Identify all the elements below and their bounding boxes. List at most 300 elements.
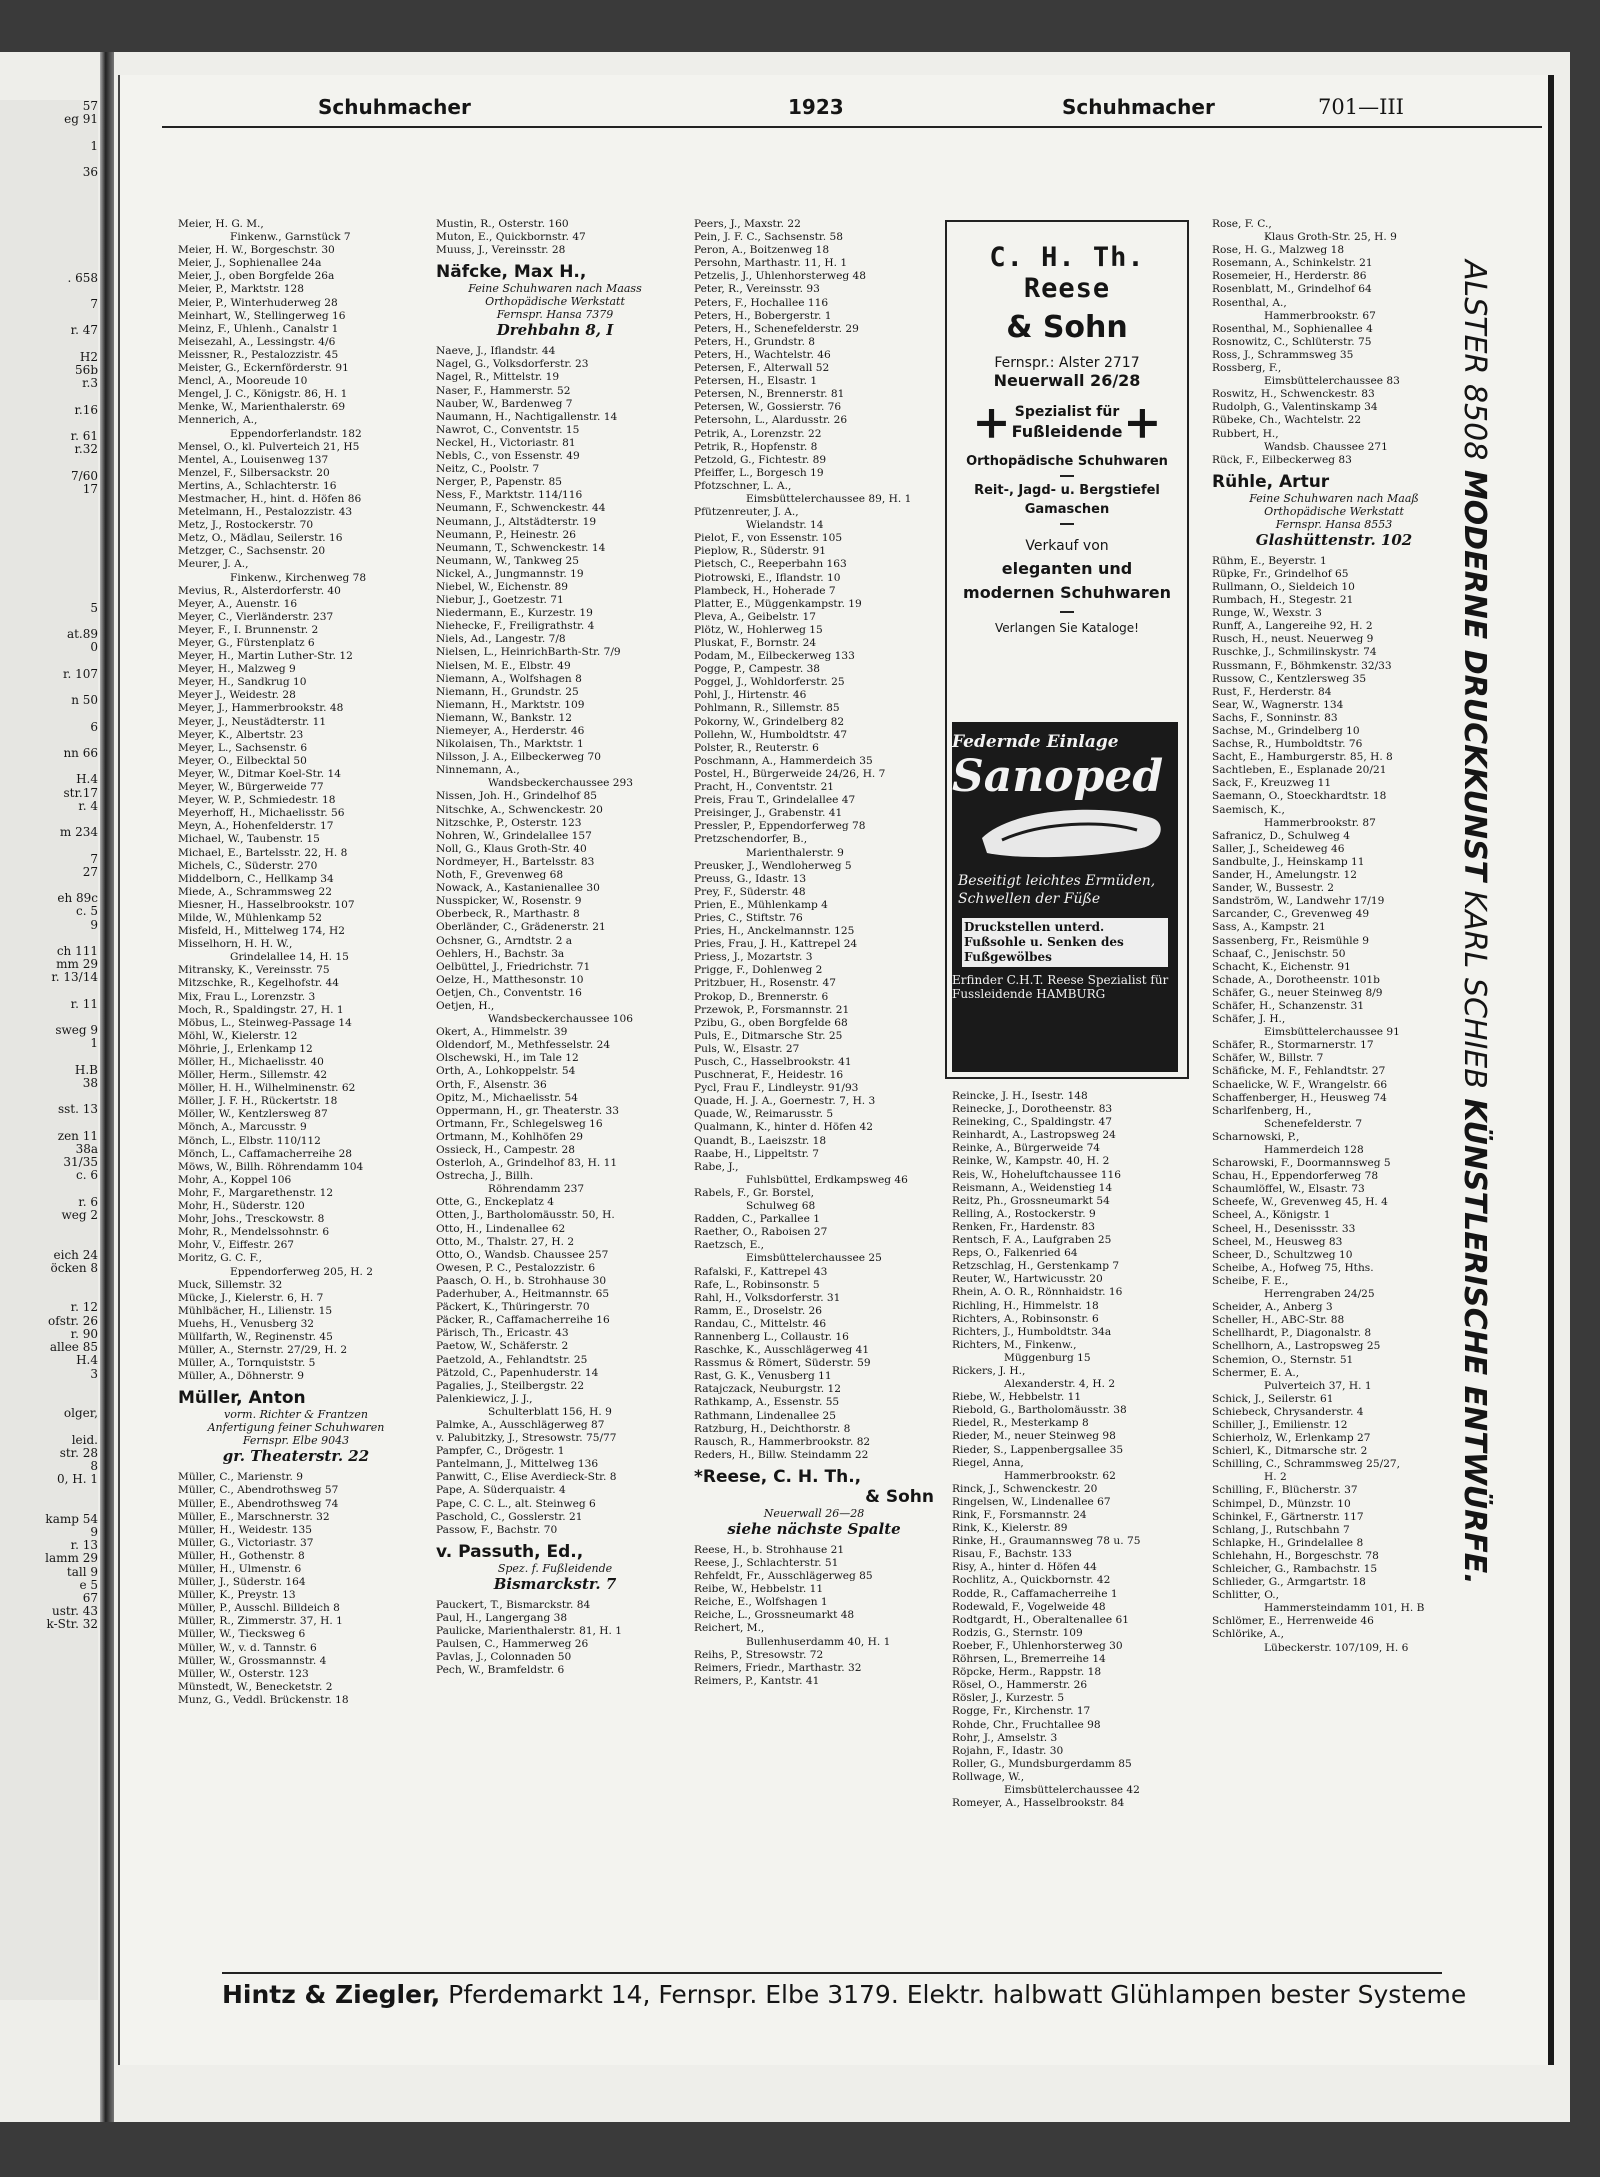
list-item: Sachtleben, E., Esplanade 20/21 xyxy=(1212,764,1387,777)
list-item: Neitz, C., Poolstr. 7 xyxy=(436,463,540,476)
list-item: Pressler, P., Eppendorferweg 78 xyxy=(694,820,866,833)
list-item: Meyer, H., Sandkrug 10 xyxy=(178,676,307,689)
left-page-text: sst. 13 xyxy=(57,1102,98,1117)
list-item: Otto, H., Lindenallee 62 xyxy=(436,1222,566,1235)
vertical-advert xyxy=(1458,260,1498,1920)
list-item: Petzold, G., Fichtestr. 89 xyxy=(694,453,827,466)
list-item: Schlieder, G., Armgartstr. 18 xyxy=(1212,1576,1366,1589)
list-item: Risau, F., Bachstr. 133 xyxy=(952,1548,1072,1561)
list-item: Preuss, G., Idastr. 13 xyxy=(694,872,807,885)
list-item: Rathkamp, A., Essenstr. 55 xyxy=(694,1396,840,1409)
left-page-text xyxy=(0,523,98,536)
list-item: Preis, Frau T., Grindelallee 47 xyxy=(694,794,856,807)
advert-line: Orthopädische Werkstatt xyxy=(485,295,625,309)
reese-phone: Fernspr.: Alster 2717 xyxy=(994,355,1140,371)
list-item: Rausch, R., Hammerbrookstr. 82 xyxy=(694,1435,871,1448)
list-item: Niels, Ad., Langestr. 7/8 xyxy=(436,633,566,646)
list-item: Pogge, P., Campestr. 38 xyxy=(694,663,821,676)
left-page-text: n 50 xyxy=(71,693,98,708)
advert-line: Feine Schuhwaren nach Maaß xyxy=(1249,491,1419,505)
list-item: Menke, W., Marienthalerstr. 69 xyxy=(178,401,346,414)
divider xyxy=(1060,611,1074,613)
list-item: Russmann, F., Böhmkenstr. 32/33 xyxy=(1212,659,1392,672)
advert-line: siehe nächste Spalte xyxy=(727,1519,901,1538)
header-right: Schuhmacher xyxy=(1062,95,1215,119)
list-item: Hammerbrookstr. 62 xyxy=(1004,1469,1116,1482)
list-item: Meyer, H., Malzweg 9 xyxy=(178,663,296,676)
list-item: Sear, W., Wagnerstr. 134 xyxy=(1212,698,1344,711)
list-item: Rink, F., Forsmannstr. 24 xyxy=(952,1509,1087,1521)
list-item: Meyer, J., Neustädterstr. 11 xyxy=(178,715,327,728)
list-item: Peters, H., Wachtelstr. 46 xyxy=(694,348,831,361)
list-item: Nitschke, A., Schwenckestr. 20 xyxy=(436,803,603,816)
list-item: Neumann, P., Heinestr. 26 xyxy=(436,528,576,541)
column-2 xyxy=(436,218,674,1968)
list-item: Schaffenberger, H., Heusweg 74 xyxy=(1212,1091,1387,1104)
list-item: Reihs, P., Stresowstr. 72 xyxy=(694,1648,824,1661)
left-page-text: 7/60 xyxy=(71,468,98,483)
list-item: Eimsbüttelerchaussee 89, H. 1 xyxy=(746,492,912,505)
list-item: v. Palubitzky, J., Stresowstr. 75/77 xyxy=(436,1432,617,1445)
list-item: Hammerbrookstr. 87 xyxy=(1264,816,1376,829)
left-page-text: 38 xyxy=(82,1076,98,1091)
left-page-text: weg 2 xyxy=(61,1208,98,1223)
left-page-text xyxy=(0,985,98,998)
list-item: Otten, J., Bartholomäusstr. 50, H. xyxy=(436,1209,615,1222)
list-item: Rinke, H., Graumannsweg 78 u. 75 xyxy=(952,1535,1141,1548)
list-item: Nielsen, L., HeinrichBarth-Str. 7/9 xyxy=(436,646,621,659)
list-item: Sandström, W., Landwehr 17/19 xyxy=(1212,895,1385,908)
left-page-text xyxy=(0,258,98,271)
list-item: Romeyer, A., Hasselbrookstr. 84 xyxy=(952,1797,1125,1810)
left-page-text: r. 90 xyxy=(70,1326,98,1341)
left-page-text: 56b xyxy=(75,363,98,378)
left-page-text: H.4 xyxy=(76,772,98,787)
book-gutter xyxy=(100,52,114,2122)
list-item: Runff, A., Langereihe 92, H. 2 xyxy=(1212,620,1373,633)
list-item: Muck, Sillemstr. 32 xyxy=(178,1278,283,1291)
list-item: Sachse, R., Humboldtstr. 76 xyxy=(1212,738,1363,751)
list-item: Möller, H. H., Wilhelminenstr. 62 xyxy=(178,1082,356,1095)
left-page-text xyxy=(0,192,98,205)
list-item: Ramm, E., Droselstr. 26 xyxy=(694,1304,823,1317)
list-item: Reineking, C., Spaldingstr. 47 xyxy=(952,1116,1113,1129)
list-item: Metzger, C., Sachsenstr. 20 xyxy=(178,545,326,558)
left-page-fragment xyxy=(0,100,98,2000)
page-header xyxy=(0,95,1600,123)
list-item: Misselhorn, H. H. W., xyxy=(178,938,293,951)
left-page-text xyxy=(0,179,98,192)
list-item: Ross, J., Schrammsweg 35 xyxy=(1212,348,1354,361)
list-item: Scheefe, W., Grevenweg 45, H. 4 xyxy=(1212,1196,1388,1209)
list-item: Reichert, M., xyxy=(694,1622,765,1635)
list-item: Ringelsen, W., Lindenallee 67 xyxy=(952,1495,1111,1508)
list-item: Meyer, H., Martin Luther-Str. 12 xyxy=(178,650,353,663)
left-page-text: at.89 xyxy=(66,627,98,642)
list-item: Müller, W., Tiecksweg 6 xyxy=(178,1628,306,1641)
list-item: Rollwage, W., xyxy=(952,1770,1025,1783)
list-item: Reincke, J. H., Isestr. 148 xyxy=(952,1090,1088,1102)
vertical-name: KARL SCHIEB xyxy=(1457,881,1492,1099)
list-item: Paschold, C., Gosslerstr. 21 xyxy=(436,1510,583,1523)
list-item: Pein, J. F. C., Sachsenstr. 58 xyxy=(694,231,843,244)
list-item: Riebold, G., Bartholomäusstr. 38 xyxy=(952,1404,1127,1417)
list-item: Platter, E., Müggenkampstr. 19 xyxy=(694,597,862,610)
column-5 xyxy=(1212,218,1456,1968)
list-item: Müggenburg 15 xyxy=(1004,1351,1091,1364)
list-item: Panwitt, C., Elise Averdieck-Str. 8 xyxy=(436,1471,617,1484)
advert-name: *Reese, C. H. Th., xyxy=(694,1466,862,1487)
header-year: 1923 xyxy=(788,95,844,119)
list-item: Rullmann, O., Sieldeich 10 xyxy=(1212,580,1355,593)
list-item: Reimers, Friedr., Marthastr. 32 xyxy=(694,1661,862,1674)
left-page-text xyxy=(0,536,98,549)
left-page-text: r. 107 xyxy=(63,666,98,681)
left-page-text: r. 61 xyxy=(70,429,98,444)
list-item: Pracht, H., Conventstr. 21 xyxy=(694,781,835,794)
list-item: Schäfer, H., Schanzenstr. 31 xyxy=(1212,999,1365,1012)
sanoped-line-1: Federnde Einlage xyxy=(952,732,1119,752)
list-item: Metelmann, H., Pestalozzistr. 43 xyxy=(178,506,353,519)
list-item: Russow, C., Kentzlersweg 35 xyxy=(1212,672,1367,685)
left-page-text: r. 12 xyxy=(70,1300,98,1315)
list-item: Orth, A., Lohkoppelstr. 54 xyxy=(436,1065,576,1078)
list-item: Eimsbüttelerchaussee 25 xyxy=(746,1252,882,1265)
list-item: Herrengraben 24/25 xyxy=(1264,1288,1375,1301)
list-item: Müller, W., Grossmannstr. 4 xyxy=(178,1654,327,1667)
reese-street: Neuerwall 26/28 xyxy=(993,371,1141,390)
left-page-text: zen 11 xyxy=(57,1128,98,1143)
list-item: Petrik, R., Hopfenstr. 8 xyxy=(694,440,818,453)
list-item: Palmke, A., Ausschlägerweg 87 xyxy=(436,1418,605,1431)
list-item: Sass, A., Kampstr. 21 xyxy=(1212,921,1326,934)
list-item: Pries, Frau, J. H., Kattrepel 24 xyxy=(694,938,858,951)
list-item: Pagalies, J., Steilbergstr. 22 xyxy=(436,1379,585,1392)
left-page-text: str.17 xyxy=(63,785,98,800)
list-item: Rusch, H., neust. Neuerweg 9 xyxy=(1212,633,1374,646)
list-item: Niedermann, E., Kurzestr. 19 xyxy=(436,607,593,620)
list-item: Roller, G., Mundsburgerdamm 85 xyxy=(952,1757,1132,1770)
list-item: Reps, O., Falkenried 64 xyxy=(952,1247,1078,1260)
list-item: Möhrie, J., Erlenkamp 12 xyxy=(178,1042,313,1055)
list-item: Prigge, F., Dohlenweg 2 xyxy=(694,964,823,977)
list-item: Mohr, V., Eiffestr. 267 xyxy=(178,1239,295,1252)
list-item: Otto, O., Wandsb. Chaussee 257 xyxy=(436,1248,609,1261)
list-item: Scharowski, F., Doormannsweg 5 xyxy=(1212,1157,1391,1170)
vertical-phone: ALSTER 8508 xyxy=(1457,260,1492,470)
column-3 xyxy=(694,218,934,1968)
list-item: Ochsner, G., Arndtstr. 2 a xyxy=(436,934,573,947)
list-item: Pfotzschner, L. A., xyxy=(694,479,792,492)
list-item: Palenkiewicz, J. J., xyxy=(436,1392,533,1405)
list-item: Ossieck, H., Campestr. 28 xyxy=(436,1144,575,1156)
list-item: Niebel, W., Eichenstr. 89 xyxy=(436,580,569,593)
list-item: Ortmann, M., Kohlhöfen 29 xyxy=(436,1130,583,1143)
left-page-text xyxy=(0,575,98,588)
list-item: Meier, J., oben Borgfelde 26a xyxy=(178,270,335,283)
list-item: Meyer, W., Bürgerweide 77 xyxy=(178,781,324,794)
list-item: Metz, O., Mädlau, Seilerstr. 16 xyxy=(178,532,343,545)
list-item: Michels, C., Süderstr. 270 xyxy=(178,859,318,872)
list-item: Mohr, Johs., Tresckowstr. 8 xyxy=(178,1213,325,1226)
list-item: Schau, H., Eppendorferweg 78 xyxy=(1212,1170,1379,1183)
list-item: Pohl, J., Hirtenstr. 46 xyxy=(694,689,807,702)
list-item: Nagel, G., Volksdorferstr. 23 xyxy=(436,358,589,371)
advert-name: v. Passuth, Ed., xyxy=(436,1541,584,1562)
reese-gaiters: Gamaschen xyxy=(1024,502,1110,517)
special-line-2: Fußleidende xyxy=(1011,422,1123,441)
left-page-text: r. 13/14 xyxy=(51,970,98,985)
list-item: Reders, H., Billw. Steindamm 22 xyxy=(694,1448,869,1461)
list-item: Schäfer, R., Stormarnerstr. 17 xyxy=(1212,1039,1374,1052)
list-item: Miesner, H., Hasselbrookstr. 107 xyxy=(178,898,355,911)
list-item: Wielandstr. 14 xyxy=(746,519,824,532)
left-page-text xyxy=(0,219,98,232)
list-item: Naumann, H., Nachtigallenstr. 14 xyxy=(436,410,618,423)
advert-line: Fernspr. Hansa 7379 xyxy=(496,308,614,322)
advert-naefcke xyxy=(436,262,674,339)
list-item: Meier, P., Marktstr. 128 xyxy=(178,283,304,296)
left-page-text: eh 89c xyxy=(57,891,98,906)
list-item: Rassmus & Römert, Süderstr. 59 xyxy=(694,1357,871,1370)
header-left: Schuhmacher xyxy=(318,95,471,119)
advert-ruehle xyxy=(1212,472,1456,549)
list-item: Nielsen, M. E., Elbstr. 49 xyxy=(436,659,571,672)
advert-line: Feine Schuhwaren nach Maass xyxy=(468,282,642,296)
list-item: Klaus Groth-Str. 25, H. 9 xyxy=(1264,231,1397,244)
list-item: Neumann, T., Schwenckestr. 14 xyxy=(436,541,606,554)
list-item: Riedel, R., Mesterkamp 8 xyxy=(952,1417,1089,1430)
left-page-text: 38a xyxy=(75,1142,98,1157)
list-item: Rosenblatt, M., Grindelhof 64 xyxy=(1212,283,1372,296)
left-page-text xyxy=(0,1420,98,1433)
list-item: Schacht, K., Eichenstr. 91 xyxy=(1212,960,1351,973)
list-item: Raetzsch, E., xyxy=(694,1239,765,1252)
list-item: Miede, A., Schrammsweg 22 xyxy=(178,885,332,898)
list-item: Osterloh, A., Grindelhof 83, H. 11 xyxy=(436,1157,618,1170)
list-item: Münstedt, W., Benecketstr. 2 xyxy=(178,1680,333,1693)
list-item: Meinz, F., Uhlenh., Canalstr 1 xyxy=(178,322,339,335)
list-item: Wandsbeckerchaussee 106 xyxy=(488,1013,633,1026)
left-page-text: 27 xyxy=(82,864,98,879)
list-item: Noth, F., Grevenweg 68 xyxy=(436,869,564,882)
list-item: Rhein, A. O. R., Rönnhaidstr. 16 xyxy=(952,1286,1123,1299)
left-page-text xyxy=(0,839,98,852)
list-item: Retzschlag, H., Gerstenkamp 7 xyxy=(952,1260,1120,1273)
list-item: Müller, H., Gothenstr. 8 xyxy=(178,1549,305,1562)
list-item: Schierl, K., Ditmarsche str. 2 xyxy=(1212,1445,1368,1458)
list-item: Misfeld, H., Mittelweg 174, H2 xyxy=(178,925,345,938)
left-page-text: 0 xyxy=(90,640,98,655)
list-item: Meyer, W. P., Schmiedestr. 18 xyxy=(178,794,336,807)
left-page-text: tall 9 xyxy=(66,1564,98,1579)
list-item: Schemion, O., Sternstr. 51 xyxy=(1212,1353,1354,1366)
list-item: Möbus, L., Steinweg-Passage 14 xyxy=(178,1016,352,1029)
list-item: Rose, H. G., Malzweg 18 xyxy=(1212,244,1345,257)
list-item: Sander, W., Bussestr. 2 xyxy=(1212,882,1335,895)
footer-advert xyxy=(222,1972,1467,2016)
list-item: Sachs, F., Sonninstr. 83 xyxy=(1212,711,1338,724)
left-page-text: leid. xyxy=(71,1432,98,1447)
list-item: Wandsb. Chaussee 271 xyxy=(1264,440,1388,453)
list-item: Sack, F., Kreuzweg 11 xyxy=(1212,777,1332,790)
list-item: Meyer, L., Sachsenstr. 6 xyxy=(178,741,308,754)
list-item: Qualmann, K., hinter d. Höfen 42 xyxy=(694,1121,873,1134)
list-item: Rudolph, G., Valentinskamp 34 xyxy=(1212,401,1378,414)
list-item: Pokorny, W., Grindelberg 82 xyxy=(694,715,845,728)
left-page-text xyxy=(0,245,98,258)
left-page-text: H2 xyxy=(79,349,98,364)
list-item: Raabe, H., Lippeltstr. 7 xyxy=(694,1147,819,1160)
list-item: Rafe, L., Robinsonstr. 5 xyxy=(694,1278,820,1291)
reese-catalog: Verlangen Sie Kataloge! xyxy=(994,621,1139,635)
list-item: Reuter, W., Hartwicusstr. 20 xyxy=(952,1273,1103,1286)
list-item: Nordmeyer, H., Bartelsstr. 83 xyxy=(436,855,595,868)
list-item: Lübeckerstr. 107/109, H. 6 xyxy=(1264,1641,1409,1654)
list-item: Pauckert, T., Bismarckstr. 84 xyxy=(436,1598,591,1611)
reese-specialist xyxy=(947,395,1187,449)
advert-line: Anfertigung feiner Schuhwaren xyxy=(207,1421,385,1435)
list-item: Scheer, D., Schultzweg 10 xyxy=(1212,1248,1353,1261)
advert-line: Bismarckstr. 7 xyxy=(493,1574,617,1593)
reese-sale-3: modernen Schuhwaren xyxy=(963,583,1171,602)
reese-sale-2: eleganten und xyxy=(1001,559,1133,578)
list-item: Rodewald, F., Vogelweide 48 xyxy=(952,1600,1106,1613)
list-item: Petersohn, L., Alardusstr. 26 xyxy=(694,414,848,427)
list-item: Pycl, Frau F., Lindleystr. 91/93 xyxy=(694,1082,859,1095)
list-item: Rösler, J., Kurzestr. 5 xyxy=(952,1692,1065,1705)
advert-line: Orthopädische Werkstatt xyxy=(1264,504,1404,518)
list-item: Schlehahn, H., Borgeschstr. 78 xyxy=(1212,1549,1379,1562)
list-item: Peters, H., Schenefelderstr. 29 xyxy=(694,322,859,335)
list-item: Peters, F., Hochallee 116 xyxy=(694,296,829,309)
list-item: Schaaf, C., Jenischstr. 50 xyxy=(1212,947,1346,960)
list-item: Rück, F., Eilbeckerweg 83 xyxy=(1212,453,1352,466)
list-item: Renken, Fr., Hardenstr. 83 xyxy=(952,1220,1095,1233)
left-page-text: k-Str. 32 xyxy=(46,1617,98,1632)
list-item: Naeve, J., Iflandstr. 44 xyxy=(436,345,556,358)
list-item: Päckert, K., Thüringerstr. 70 xyxy=(436,1301,590,1314)
list-item: Schulterblatt 156, H. 9 xyxy=(488,1405,612,1418)
list-item: Rodzis, G., Sternstr. 109 xyxy=(952,1626,1083,1639)
advert-line: Glashüttenstr. 102 xyxy=(1255,530,1413,549)
list-item: Rüpke, Fr., Grindelhof 65 xyxy=(1212,567,1349,580)
vertical-slogan: MODERNE DRUCKKUNST xyxy=(1457,469,1492,882)
list-item: Owesen, P. C., Pestalozzistr. 6 xyxy=(436,1261,596,1274)
left-page-text: r. 11 xyxy=(70,996,98,1011)
list-item: Preusker, J., Wendloherweg 5 xyxy=(694,859,852,872)
advert-line: Neuerwall 26—28 xyxy=(763,1506,865,1520)
divider xyxy=(1060,475,1074,477)
left-page-text: ofstr. 26 xyxy=(48,1313,98,1328)
list-item: Niemeyer, A., Herderstr. 46 xyxy=(436,725,585,737)
list-item: Mohr, F., Margarethenstr. 12 xyxy=(178,1186,334,1199)
list-item: Pech, W., Bramfeldstr. 6 xyxy=(436,1664,565,1677)
list-item: Meyn, A., Hohenfelderstr. 17 xyxy=(178,820,334,833)
advert-name: Müller, Anton xyxy=(178,1388,306,1409)
list-item: Schimpel, D., Münzstr. 10 xyxy=(1212,1497,1351,1510)
list-item: Schaelicke, W. F., Wrangelstr. 66 xyxy=(1212,1078,1388,1091)
list-item: Meister, G., Eckernförderstr. 91 xyxy=(178,362,349,375)
list-item: Meurer, J. A., xyxy=(178,558,249,571)
left-page-text xyxy=(0,1183,98,1196)
list-item: Sarcander, C., Grevenweg 49 xyxy=(1212,908,1370,921)
list-item: Schellhorn, A., Lastropsweg 25 xyxy=(1212,1340,1381,1353)
list-item: Rathmann, Lindenallee 25 xyxy=(694,1409,836,1422)
left-page-text: r. 13 xyxy=(70,1538,98,1553)
list-item: Nowack, A., Kastanienallee 30 xyxy=(436,882,600,895)
list-item: Hammerdeich 128 xyxy=(1264,1144,1364,1156)
list-item: Müller, K., Preystr. 13 xyxy=(178,1589,296,1602)
list-item: Möller, W., Kentzlersweg 87 xyxy=(178,1108,328,1121)
left-page-text: nn 66 xyxy=(63,745,98,760)
left-page-text xyxy=(0,1381,98,1394)
list-item: Sachse, M., Grindelberg 10 xyxy=(1212,725,1360,737)
list-item: Rabe, J., xyxy=(694,1160,739,1173)
left-page-text: 0, H. 1 xyxy=(57,1472,98,1487)
reese-boots: Reit-, Jagd- u. Bergstiefel xyxy=(974,483,1160,498)
list-item: Rosemeier, H., Herderstr. 86 xyxy=(1212,270,1367,283)
list-item: Peters, H., Grundstr. 8 xyxy=(694,335,816,348)
list-item: Niemann, H., Marktstr. 109 xyxy=(436,698,585,711)
reese-name: C. H. Th. Reese xyxy=(989,242,1145,304)
list-item: Möller, J. F. H., Rückertstr. 18 xyxy=(178,1095,338,1108)
left-page-text: r. 47 xyxy=(70,323,98,338)
list-item: Raschke, K., Ausschlägerweg 41 xyxy=(694,1344,870,1357)
left-page-text: allee 85 xyxy=(49,1340,98,1355)
reese-name-2: & Sohn xyxy=(1006,310,1128,345)
list-item: Ruschke, J., Schmilinskystr. 74 xyxy=(1212,646,1377,659)
list-item: Mentel, A., Louisenweg 137 xyxy=(178,453,329,466)
list-item: Naser, F., Hammerstr. 52 xyxy=(436,384,571,397)
left-page-text: 57 xyxy=(82,100,98,113)
list-item: Muehs, H., Venusberg 32 xyxy=(178,1317,315,1330)
list-item: Podam, M., Eilbeckerweg 133 xyxy=(694,650,855,663)
list-item: Neumann, J., Altstädterstr. 19 xyxy=(436,515,597,528)
list-item: Mücke, J., Kielerstr. 6, H. 7 xyxy=(178,1291,324,1304)
list-item: Peters, H., Bobergerstr. 1 xyxy=(694,309,832,322)
foot-insole-icon xyxy=(952,798,1178,868)
list-item: Müller, C., Abendrothsweg 57 xyxy=(178,1484,339,1497)
list-item: Reismann, A., Weidenstieg 14 xyxy=(952,1181,1113,1194)
advert-reese-entry xyxy=(694,1467,934,1538)
list-item: Petersen, H., Elsastr. 1 xyxy=(694,375,818,388)
left-page-text: c. 5 xyxy=(76,904,98,919)
list-item: Schlitter, O., xyxy=(1212,1589,1280,1602)
list-item: Paulicke, Marienthalerstr. 81, H. 1 xyxy=(436,1625,623,1637)
advert-line: gr. Theaterstr. 22 xyxy=(222,1447,370,1466)
left-page-text xyxy=(0,126,98,139)
list-item: Hammerbrookstr. 67 xyxy=(1264,309,1376,322)
list-item: Neumann, F., Schwenckestr. 44 xyxy=(436,502,606,515)
list-item: Quade, W., Reimarusstr. 5 xyxy=(694,1108,834,1121)
left-page-text xyxy=(0,562,98,575)
list-item: Oberländer, C., Grädenerstr. 21 xyxy=(436,921,606,934)
list-item: Ninnemann, A., xyxy=(436,764,520,777)
footer-text: Pferdemarkt 14, Fernspr. Elbe 3179. Elektr. halbwatt Glühlampen bester Systeme xyxy=(440,1980,1467,2009)
left-page-text: lamm 29 xyxy=(45,1551,98,1566)
list-item: Schäfer, W., Billstr. 7 xyxy=(1212,1052,1324,1065)
left-page-text: 67 xyxy=(82,1590,98,1605)
list-item: Rogge, Fr., Kirchenstr. 17 xyxy=(952,1705,1091,1718)
list-item: Nawrot, C., Conventstr. 15 xyxy=(436,423,580,436)
left-page-text: m 234 xyxy=(59,825,98,840)
list-item: Raether, O., Raboisen 27 xyxy=(694,1226,828,1239)
list-item: Riegel, Anna, xyxy=(952,1456,1024,1469)
list-item: Oelbüttel, J., Friedrichstr. 71 xyxy=(436,960,591,973)
list-item: Rohr, J., Amselstr. 3 xyxy=(952,1731,1058,1744)
list-item: Finkenw., Kirchenweg 78 xyxy=(230,571,367,584)
